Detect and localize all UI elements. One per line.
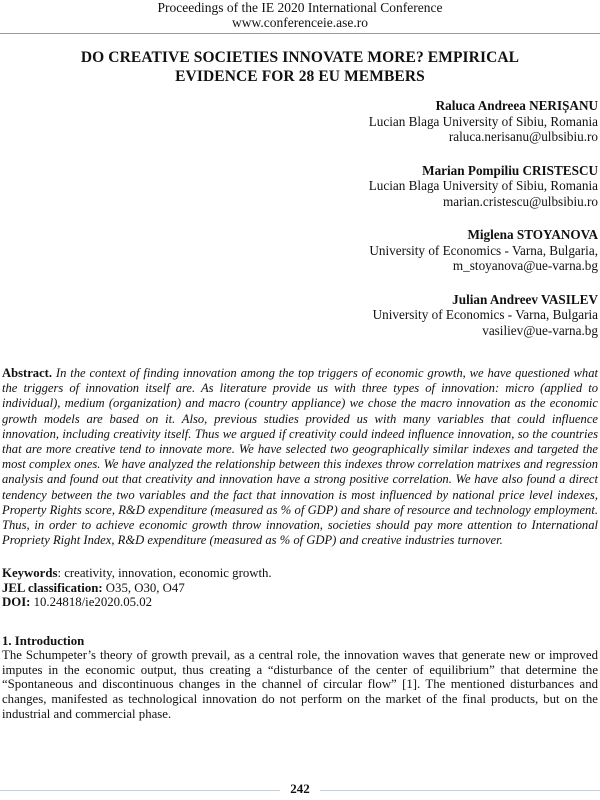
proceedings-line: Proceedings of the IE 2020 International Conference [157,0,443,15]
author-email[interactable]: marian.cristescu@ulbsibiu.ro [443,193,598,209]
paper-metadata [2,566,598,609]
author-email[interactable]: m_stoyanova@ue-varna.bg [452,258,598,273]
keywords-line [2,566,598,580]
keywords-label: Keywords [2,566,58,581]
section-paragraph: The Schumpeter’s theory of growth prevail, as a central role, the innovation waves that generate new or improved imputes in the economic output, thus creating a “disturbance of the center of equilibrium” that determine the “Spontaneous and discontinuous changes in the channel of circular flow” [1]. The mentioned disturbances and changes, manifested as technological innovation do not perform on the market of the final products, but on the industrial and commercial phase. [2,648,598,721]
author-name: Julian Andreev VASILEV [452,291,598,307]
author-name: Marian Pompiliu CRISTESCU [422,162,598,178]
doi-line [2,595,598,609]
title-line-2: EVIDENCE FOR 28 EU MEMBERS [175,68,425,85]
website-line[interactable]: www.conferenceie.ase.ro [232,15,368,30]
jel-line [2,581,598,595]
jel-value: O35, O30, O47 [102,580,185,595]
author-affiliation: University of Economics - Varna, Bulgaria [372,307,598,322]
author-affiliation: Lucian Blaga University of Sibiu, Romania [368,178,598,193]
jel-label: JEL classification: [2,580,103,595]
author-email[interactable]: vasiliev@ue-varna.bg [482,322,598,338]
abstract-text: In the context of finding innovation among the top triggers of economic growth, we have questioned what the triggers of innovation itself are. As literature provide us with three types of innovation: micro (applied to individual), medium (organization) and macro (country appliance) we chose the macro innovation as the economic growth models are based on it. Also, previous studies provided us with many variables that could influence innovation, including creativity itself. Thus we argued if creativity could indeed influence innovation, so the countries that are more creative tend to innovate more. We have selected two geographically similar indexes and targeted the most complex ones. We have analyzed the relationship between this indexes throw correlation matrixes and regression analysis and found out that creativity and innovation have a strong positive correlation. We have also found a direct tendency between the two variables and the fact that innovation is most influenced by national price level indexes, Property Rights score, R&D expenditure (measured as % of GDP) and share of resource and technology employment. Thus, in order to achieve economic growth throw innovation, societies should pay more attention to International Propriety Right Index, R&D expenditure (measured as % of GDP) and creative industries turnover. [2,366,598,548]
doi-value[interactable]: 10.24818/ie2020.05.02 [30,595,153,610]
author-name: Raluca Andreea NERIȘANU [435,98,598,113]
page-header [0,0,600,34]
author-block [0,227,600,274]
author-block [0,163,600,210]
doi-label: DOI: [2,595,31,610]
author-list [0,98,600,338]
author-affiliation: University of Economics - Varna, Bulgaria, [369,242,598,258]
abstract [2,366,598,548]
page-number: 242 [280,780,320,798]
keywords-value: : creativity, innovation, economic growth. [57,566,272,581]
author-email[interactable]: raluca.nerisanu@ulbsibiu.ro [448,129,598,144]
header-rule [0,33,600,34]
author-affiliation: Lucian Blaga University of Sibiu, Romania [368,113,598,129]
author-block [0,98,600,145]
paper-title [20,48,580,86]
introduction-section [2,634,598,722]
title-line-1: DO CREATIVE SOCIETIES INNOVATE MORE? EMPIRICAL [80,49,520,66]
author-name: Miglena STOYANOVA [467,227,598,242]
abstract-label: Abstract. [2,366,53,380]
section-heading: 1. Introduction [2,633,85,648]
page-footer [0,780,600,800]
author-block [0,292,600,339]
